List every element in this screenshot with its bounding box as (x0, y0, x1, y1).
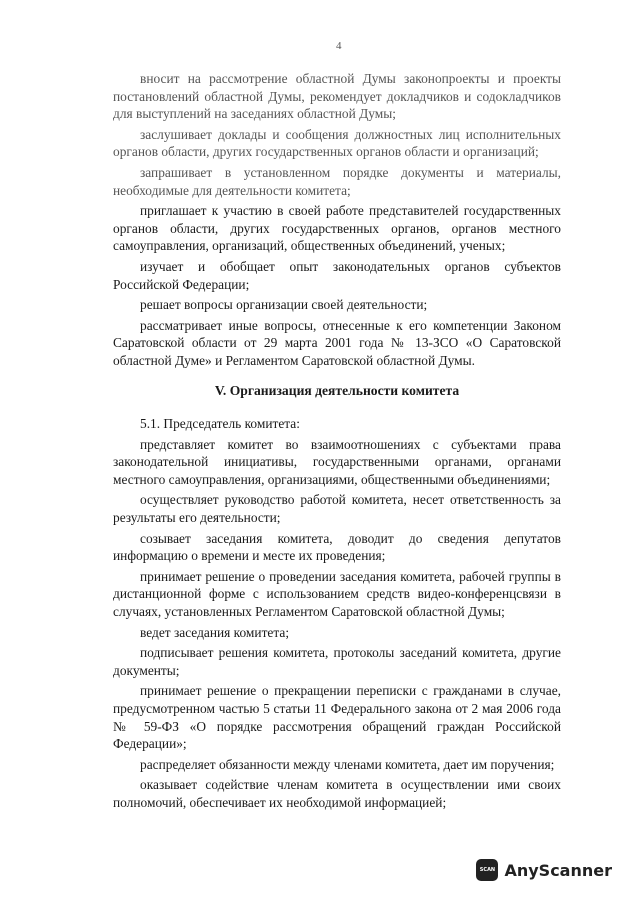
paragraph: принимает решение о прекращении переписки с гражданами в случае, предусмотренном частью 5 статьи 11 Федерального закона от 2 мая 2006 года № 59-ФЗ «О порядке рассмотрения обращений граждан Российской Федерации»; (113, 683, 561, 752)
paragraph: приглашает к участию в своей работе представителей государственных органов области, других государственных органов, органов местного самоуправления, организаций, общественных объединений, ученых; (113, 203, 561, 254)
subsection-label: 5.1. Председатель комитета: (140, 416, 300, 432)
paragraph: ведет заседания комитета; (140, 624, 290, 640)
document-body (113, 70, 561, 815)
paragraph: подписывает решения комитета, протоколы заседаний комитета, другие документы; (113, 645, 561, 678)
paragraph: заслушивает доклады и сообщения должностных лиц исполнительных органов области, других государственных органов области и организаций; (113, 126, 561, 160)
paragraph: созывает заседания комитета, доводит до сведения депутатов информацию о времени и месте их проведения; (113, 530, 561, 564)
watermark-text: AnyScanner (504, 860, 612, 880)
anyscanner-watermark (476, 859, 612, 881)
paragraph: представляет комитет во взаимоотношениях с субъектами права законодательной инициативы, государственными органами, органами местного самоуправления, организациями, общественными объединениями; (113, 436, 561, 487)
paragraph: рассматривает иные вопросы, отнесенные к его компетенции Законом Саратовской области от 29 марта 2001 года № 13-ЗСО «О Саратовской областной Думе» и Регламентом Саратовской областной Думы. (113, 317, 561, 368)
paragraph: осуществляет руководство работой комитета, несет ответственность за результаты его деятельности; (113, 492, 561, 526)
paragraph: изучает и обобщает опыт законодательных органов субъектов Российской Федерации; (113, 258, 561, 292)
paragraph: оказывает содействие членам комитета в осуществлении ими своих полномочий, обеспечивает их необходимой информацией; (113, 777, 561, 810)
paragraph: распределяет обязанности между членами комитета, дает им поручения; (140, 756, 555, 772)
paragraph: вносит на рассмотрение областной Думы законопроекты и проекты постановлений областной Думы, рекомендует докладчиков и содокладчиков для выступлений на заседаниях областной Думы; (113, 71, 561, 122)
section-heading: V. Организация деятельности комитета (214, 382, 460, 398)
paragraph: принимает решение о проведении заседания комитета, рабочей группы в дистанционной форме с использованием средств видео-конференцсвязи в случаях, установленных Регламентом Саратовской областной Думы; (113, 568, 561, 620)
scanner-logo-icon: SCAN (476, 859, 498, 881)
page-number: 4 (336, 40, 342, 52)
paragraph: решает вопросы организации своей деятельности; (140, 297, 428, 313)
paragraph: запрашивает в установленном порядке документы и материалы, необходимые для деятельности комитета; (113, 164, 561, 198)
